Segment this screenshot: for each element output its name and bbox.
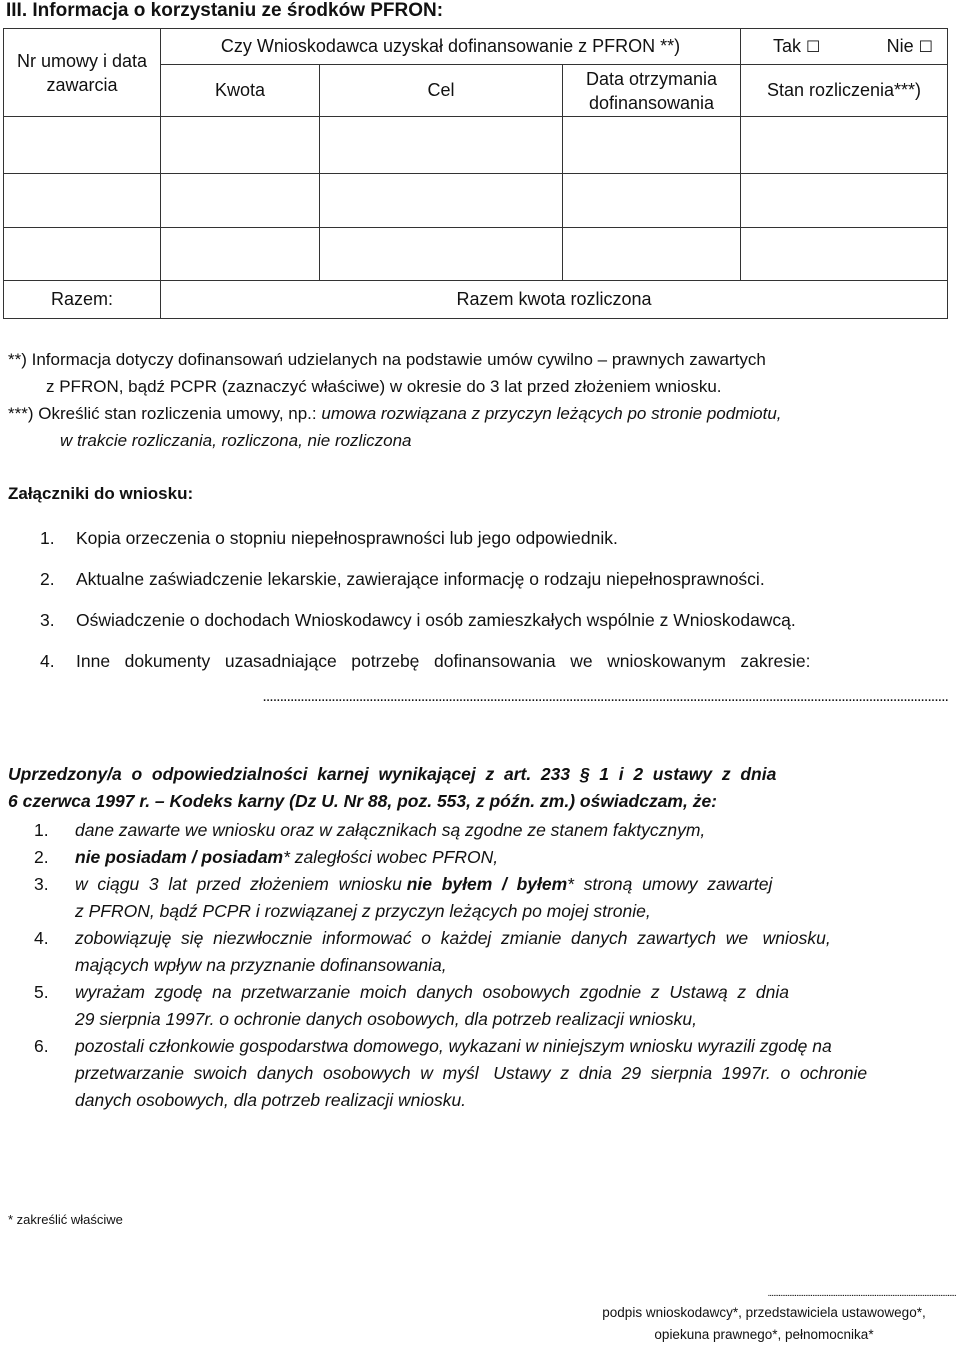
attachments-heading: Załączniki do wniosku: (8, 484, 194, 503)
item-number: 4. (40, 651, 55, 671)
tak-nie-cell (741, 29, 948, 65)
list-item (40, 569, 958, 610)
cell-r2-data[interactable] (563, 174, 741, 228)
declaration (8, 761, 958, 1114)
declaration-line-1: Uprzedzony/a o odpowiedzialności karnej wynikającej z art. 233 § 1 i 2 ustawy z dnia (8, 764, 777, 784)
item-bold[interactable]: nie posiadam / posiadam (75, 847, 284, 867)
attachments-list (40, 528, 958, 692)
list-item (8, 871, 958, 925)
signature-caption-line-1: podpis wnioskodawcy*, przedstawiciela ustawowego*, (602, 1305, 926, 1320)
item-rest: * zaległości wobec PFRON, (283, 847, 499, 867)
item-line-3: danych osobowych, dla potrzeb realizacji wniosku. (75, 1090, 467, 1110)
pfron-table (3, 28, 948, 319)
cell-r3-stan[interactable] (741, 228, 948, 281)
col-header-stan: Stan rozliczenia***) (741, 65, 948, 117)
note-2-line-1 (8, 400, 958, 427)
cell-r2-stan[interactable] (741, 174, 948, 228)
item-text (75, 844, 958, 871)
nie-label: Nie (886, 36, 914, 56)
cell-r1-nr[interactable] (4, 117, 161, 174)
cell-r2-nr[interactable] (4, 174, 161, 228)
footnotes (8, 346, 958, 454)
list-item (8, 817, 958, 844)
item-number: 5. (34, 982, 49, 1002)
item-line-1: wyrażam zgodę na przetwarzanie moich danych osobowych zgodnie z Ustawą z dnia (75, 982, 789, 1002)
nie-checkbox[interactable]: ☐ (918, 37, 933, 56)
list-item (8, 925, 958, 979)
nie-option[interactable] (887, 36, 933, 57)
list-item (40, 651, 958, 692)
item-number: 2. (40, 569, 55, 589)
cell-r1-kwota[interactable] (161, 117, 320, 174)
other-documents-fill-line[interactable]: ....................................................................................................................................................................................................... (262, 688, 948, 705)
item-number: 3. (40, 610, 55, 630)
tak-option[interactable] (773, 36, 820, 57)
list-item (8, 844, 958, 871)
cell-r3-kwota[interactable] (161, 228, 320, 281)
cell-r1-data[interactable] (563, 117, 741, 174)
note-2-italic: umowa rozwiązana z przyczyn leżących po stronie podmiotu, (321, 404, 782, 423)
cell-r1-stan[interactable] (741, 117, 948, 174)
item-text: Aktualne zaświadczenie lekarskie, zawierające informację o rodzaju niepełnosprawności. (76, 569, 765, 589)
cell-r3-nr[interactable] (4, 228, 161, 281)
razem-label: Razem: (4, 281, 161, 319)
item-part: w ciągu 3 lat przed złożeniem wniosku (75, 874, 407, 894)
item-text (75, 871, 958, 925)
declaration-line-2: 6 czerwca 1997 r. – Kodeks karny (Dz U. Nr 88, poz. 553, z późn. zm.) oświadczam, że: (8, 791, 718, 811)
item-bold[interactable]: nie byłem / byłem (406, 874, 568, 894)
item-line-1: zobowiązuję się niezwłocznie informować o każdej zmianie danych zawartych we wniosku, (75, 928, 831, 948)
cell-r3-cel[interactable] (320, 228, 563, 281)
item-line-2: z PFRON, bądź PCPR i rozwiązanej z przyczyn leżących po mojej stronie, (75, 901, 651, 921)
col-header-cel: Cel (320, 65, 563, 117)
item-line-2: mających wpływ na przyznanie dofinansowania, (75, 955, 447, 975)
item-text (75, 1033, 958, 1114)
list-item (40, 610, 958, 651)
signature-caption (594, 1302, 934, 1346)
cell-r3-data[interactable] (563, 228, 741, 281)
item-text: Inne dokumenty uzasadniające potrzebę dofinansowania we wnioskowanym zakresie: (76, 651, 811, 671)
item-number: 1. (40, 528, 55, 548)
item-number: 4. (34, 928, 49, 948)
signature-line[interactable]: .......................................................................................................... (767, 1288, 956, 1299)
item-text: dane zawarte we wniosku oraz w załącznikach są zgodne ze stanem faktycznym, (75, 820, 706, 840)
item-text: Oświadczenie o dochodach Wnioskodawcy i osób zamieszkałych wspólnie z Wnioskodawcą. (76, 610, 796, 630)
col-header-data: Data otrzymania dofinansowania (563, 65, 741, 117)
tak-checkbox[interactable]: ☐ (806, 37, 821, 56)
list-item (40, 528, 958, 569)
item-line-2: 29 sierpnia 1997r. o ochronie danych osobowych, dla potrzeb realizacji wniosku, (75, 1009, 697, 1029)
footnote-star: * zakreślić właściwe (8, 1212, 123, 1227)
signature-caption-line-2: opiekuna prawnego*, pełnomocnika* (654, 1327, 874, 1342)
item-line-1: pozostali członkowie gospodarstwa domowego, wykazani w niniejszym wniosku wyrazili zgodę na (75, 1036, 832, 1056)
col-header-nr: Nr umowy i data zawarcia (4, 29, 161, 117)
item-number: 3. (34, 874, 49, 894)
section-title: III. Informacja o korzystaniu ze środków PFRON: (6, 0, 444, 21)
note-1-line-2: z PFRON, bądź PCPR (zaznaczyć właściwe) w okresie do 3 lat przed złożeniem wniosku. (46, 377, 722, 396)
cell-r1-cel[interactable] (320, 117, 563, 174)
note-2-prefix: ***) Określić stan rozliczenia umowy, np.: (8, 404, 322, 423)
item-number: 6. (34, 1036, 49, 1056)
tak-label: Tak (773, 36, 802, 56)
note-2-line-2: w trakcie rozliczania, rozliczona, nie rozliczona (60, 431, 412, 450)
razem-kwota-label: Razem kwota rozliczona (161, 281, 948, 319)
list-item (8, 1033, 958, 1114)
item-number: 1. (34, 820, 49, 840)
cell-r2-kwota[interactable] (161, 174, 320, 228)
question-cell: Czy Wnioskodawca uzyskał dofinansowanie z PFRON **) (161, 29, 741, 65)
note-1-line-1: **) Informacja dotyczy dofinansowań udzielanych na podstawie umów cywilno – prawnych zawartych (8, 350, 766, 369)
item-line-2: przetwarzanie swoich danych osobowych w myśl Ustawy z dnia 29 sierpnia 1997r. o ochronie (75, 1063, 868, 1083)
declaration-list (8, 817, 958, 1114)
item-text (75, 979, 958, 1033)
col-header-kwota: Kwota (161, 65, 320, 117)
item-text: Kopia orzeczenia o stopniu niepełnosprawności lub jego odpowiednik. (76, 528, 618, 548)
cell-r2-cel[interactable] (320, 174, 563, 228)
list-item (8, 979, 958, 1033)
item-part: * stroną umowy zawartej (567, 874, 773, 894)
item-number: 2. (34, 847, 49, 867)
item-text (75, 925, 958, 979)
